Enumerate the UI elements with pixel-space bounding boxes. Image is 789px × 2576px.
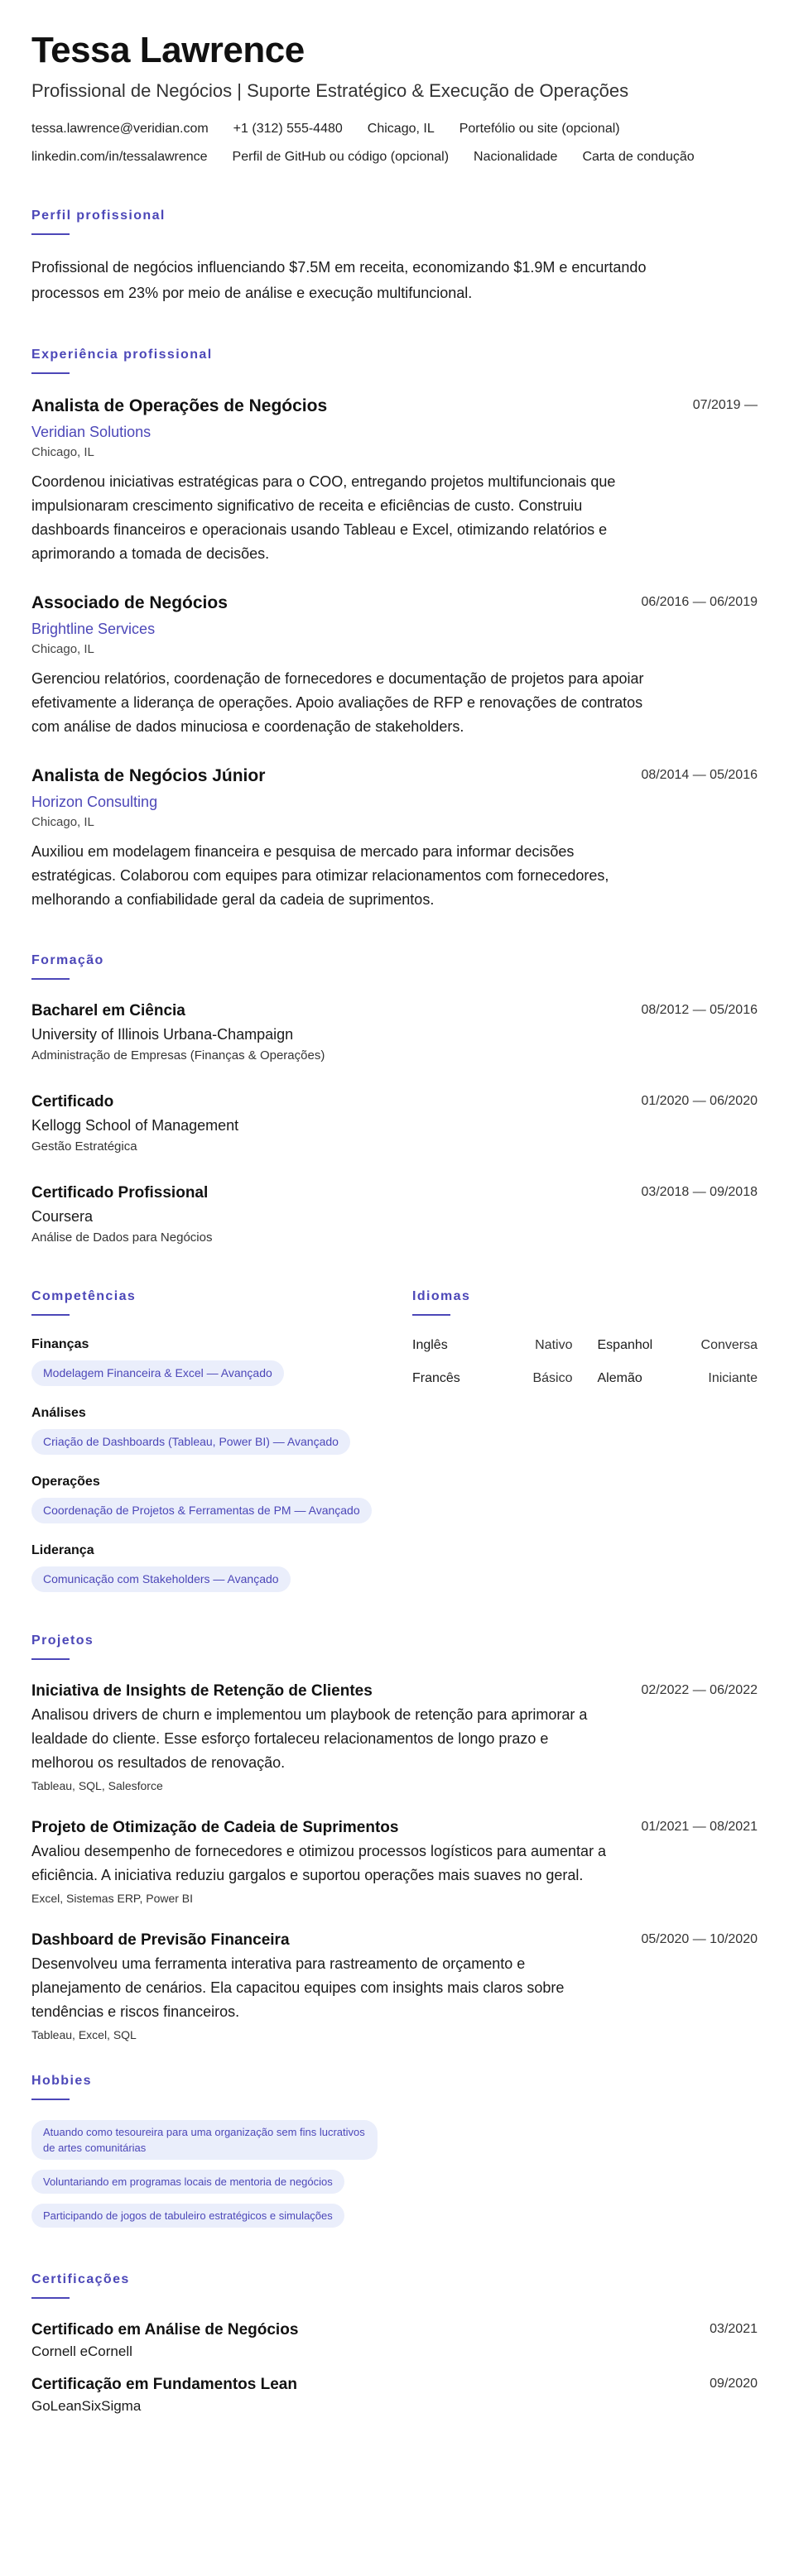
job-dates: 06/2016 — 06/2019	[641, 595, 758, 609]
section-title: Experiência profissional	[31, 348, 213, 362]
education-dates: 01/2020 — 06/2020	[641, 1094, 758, 1108]
languages-grid	[412, 1336, 758, 1389]
summary-section	[31, 207, 758, 306]
language-name: Inglês	[412, 1338, 448, 1352]
hobby-list	[31, 2120, 758, 2238]
education-school: University of Illinois Urbana-Champaign	[31, 1026, 294, 1043]
language-level: Iniciante	[708, 1371, 758, 1385]
hobby-pill: Atuando como tesoureira para uma organização sem fins lucrativos de artes comunitárias	[31, 2120, 378, 2160]
education-field: Gestão Estratégica	[31, 1139, 137, 1154]
certification-date: 09/2020	[710, 2377, 758, 2391]
skill-pill: Modelagem Financeira & Excel — Avançado	[31, 1360, 284, 1386]
language-item	[412, 1369, 573, 1389]
language-level: Nativo	[535, 1338, 573, 1352]
project-tech: Excel, Sistemas ERP, Power BI	[31, 1892, 194, 1905]
contact-nationality: Nacionalidade	[474, 150, 558, 164]
job-description: Auxiliou em modelagem financeira e pesquisa de mercado para informar decisões estratégicas. Colaborou com equipes para otimizar relacionamentos com fornecedores, melhorando a confiabilidade geral da cadeia de suprimentos.	[31, 843, 609, 908]
skills-section	[31, 1288, 379, 1610]
certification-name: Certificado em Análise de Negócios	[31, 2321, 299, 2339]
job-entry	[31, 764, 758, 912]
certification-name: Certificação em Fundamentos Lean	[31, 2376, 297, 2393]
project-title: Projeto de Otimização de Cadeia de Suprimentos	[31, 1819, 399, 1836]
section-divider	[31, 1658, 70, 1660]
job-location: Chicago, IL	[31, 642, 94, 656]
job-location: Chicago, IL	[31, 815, 94, 829]
project-tech: Tableau, SQL, Salesforce	[31, 1779, 163, 1792]
project-dates: 05/2020 — 10/2020	[641, 1932, 758, 1946]
job-description: Coordenou iniciativas estratégicas para o COO, entregando projetos multifuncionais que impulsionaram crescimento significativo de receita e eficiências de custo. Construiu dashboards financeiros e operacionais usando Tableau e Excel, otimizando relatórios e aprimorando a tomada de decisões.	[31, 473, 616, 562]
language-level: Conversa	[700, 1338, 758, 1352]
skill-pill: Criação de Dashboards (Tableau, Power BI) — Avançado	[31, 1429, 350, 1455]
section-title: Projetos	[31, 1633, 94, 1648]
section-title: Formação	[31, 953, 104, 967]
experience-section	[31, 346, 758, 912]
education-entry	[31, 1091, 758, 1157]
project-dates: 01/2021 — 08/2021	[641, 1820, 758, 1834]
job-location: Chicago, IL	[31, 445, 94, 459]
skill-category: Finanças	[31, 1337, 89, 1351]
job-entry	[31, 591, 758, 739]
skill-pill: Comunicação com Stakeholders — Avançado	[31, 1566, 291, 1592]
contact-location: Chicago, IL	[367, 122, 435, 136]
headline: Profissional de Negócios | Suporte Estratégico & Execução de Operações	[31, 80, 629, 101]
project-dates: 02/2022 — 06/2022	[641, 1683, 758, 1697]
section-divider	[31, 233, 70, 235]
section-title: Certificações	[31, 2272, 130, 2286]
skill-group	[31, 1404, 379, 1473]
contact-driving-license: Carta de condução	[582, 150, 695, 164]
job-company: Veridian Solutions	[31, 424, 152, 440]
education-dates: 08/2012 — 05/2016	[641, 1003, 758, 1017]
language-item	[412, 1336, 573, 1355]
certification-entry	[31, 2373, 758, 2416]
education-field: Administração de Empresas (Finanças & Operações)	[31, 1048, 325, 1063]
projects-section	[31, 1632, 758, 2044]
job-description: Gerenciou relatórios, coordenação de fornecedores e documentação de projetos para apoiar efetivamente a liderança de operações. Apoio avaliações de RFP e renovações de contratos com análise de dados minuciosa e coordenação de stakeholders.	[31, 670, 644, 735]
skill-group	[31, 1473, 379, 1542]
project-entry	[31, 1680, 758, 1795]
language-name: Alemão	[597, 1371, 642, 1385]
contact-portfolio[interactable]: Portefólio ou site (opcional)	[459, 122, 620, 136]
section-title: Competências	[31, 1289, 137, 1303]
project-description: Avaliou desempenho de fornecedores e otimizou processos logísticos para aumentar a eficiência. A iniciativa reduziu gargalos e suportou operações mais suaves no geral.	[31, 1843, 607, 1883]
skill-category: Liderança	[31, 1543, 94, 1557]
education-degree: Certificado Profissional	[31, 1184, 209, 1202]
section-title: Perfil profissional	[31, 209, 166, 223]
education-entry	[31, 1182, 758, 1248]
contact-list	[31, 119, 710, 167]
job-entry	[31, 394, 758, 566]
project-entry	[31, 1816, 758, 1907]
project-tech: Tableau, Excel, SQL	[31, 2028, 137, 2041]
language-item	[598, 1369, 758, 1389]
education-field: Análise de Dados para Negócios	[31, 1230, 213, 1245]
contact-github[interactable]: Perfil de GitHub ou código (opcional)	[232, 150, 450, 164]
job-company: Brightline Services	[31, 621, 156, 637]
job-dates: 08/2014 — 05/2016	[641, 768, 758, 782]
section-divider	[31, 978, 70, 980]
contact-linkedin[interactable]: linkedin.com/in/tessalawrence	[31, 150, 208, 164]
education-degree: Bacharel em Ciência	[31, 1002, 185, 1019]
education-school: Kellogg School of Management	[31, 1117, 239, 1134]
hobby-pill: Voluntariando em programas locais de mentoria de negócios	[31, 2170, 344, 2194]
section-divider	[31, 2297, 70, 2299]
section-title: Idiomas	[412, 1289, 471, 1303]
job-title: Analista de Operações de Negócios	[31, 396, 328, 415]
certifications-section	[31, 2271, 758, 2416]
certification-entry	[31, 2319, 758, 2362]
skill-category: Análises	[31, 1406, 86, 1420]
education-section	[31, 952, 758, 1248]
certification-date: 03/2021	[710, 2322, 758, 2336]
resume-header	[31, 28, 758, 167]
skill-category: Operações	[31, 1475, 100, 1489]
language-name: Espanhol	[597, 1338, 653, 1352]
contact-email[interactable]: tessa.lawrence@veridian.com	[31, 122, 209, 136]
job-company: Horizon Consulting	[31, 794, 158, 810]
education-school: Coursera	[31, 1208, 94, 1225]
skill-group	[31, 1542, 379, 1610]
hobbies-section	[31, 2072, 758, 2238]
language-item	[598, 1336, 758, 1355]
section-divider	[412, 1314, 450, 1316]
certification-issuer: Cornell eCornell	[31, 2343, 132, 2359]
certification-issuer: GoLeanSixSigma	[31, 2398, 142, 2414]
language-level: Básico	[532, 1371, 573, 1385]
education-degree: Certificado	[31, 1093, 114, 1111]
job-title: Associado de Negócios	[31, 593, 228, 612]
contact-phone[interactable]: +1 (312) 555-4480	[233, 122, 343, 136]
summary-text: Profissional de negócios influenciando $7.5M em receita, economizando $1.9M e encurtando processos em 23% por meio de análise e execução multifuncional.	[31, 259, 647, 301]
education-entry	[31, 1000, 758, 1066]
skills-languages-row	[31, 1288, 758, 1610]
project-description: Analisou drivers de churn e implementou um playbook de retenção para aprimorar a lealdade do cliente. Esse esforço fortaleceu relacionamentos de longo prazo e melhorou os resultados de renovação.	[31, 1706, 588, 1771]
languages-section	[412, 1288, 758, 1610]
job-title: Analista de Negócios Júnior	[31, 766, 266, 785]
section-title: Hobbies	[31, 2074, 92, 2088]
project-entry	[31, 1929, 758, 2044]
project-title: Dashboard de Previsão Financeira	[31, 1931, 290, 1949]
language-name: Francês	[412, 1371, 460, 1385]
candidate-name: Tessa Lawrence	[31, 30, 305, 70]
section-divider	[31, 372, 70, 374]
section-divider	[31, 2099, 70, 2100]
hobby-pill: Participando de jogos de tabuleiro estratégicos e simulações	[31, 2204, 344, 2228]
skill-group	[31, 1336, 379, 1404]
job-dates: 07/2019 —	[692, 398, 758, 412]
education-dates: 03/2018 — 09/2018	[641, 1185, 758, 1199]
project-description: Desenvolveu uma ferramenta interativa para rastreamento de orçamento e planejamento de cenários. Ela capacitou equipes com insights mais claros sobre tendências e riscos financeiros.	[31, 1955, 565, 2020]
section-divider	[31, 1314, 70, 1316]
skill-pill: Coordenação de Projetos & Ferramentas de PM — Avançado	[31, 1498, 372, 1523]
project-title: Iniciativa de Insights de Retenção de Clientes	[31, 1682, 373, 1700]
